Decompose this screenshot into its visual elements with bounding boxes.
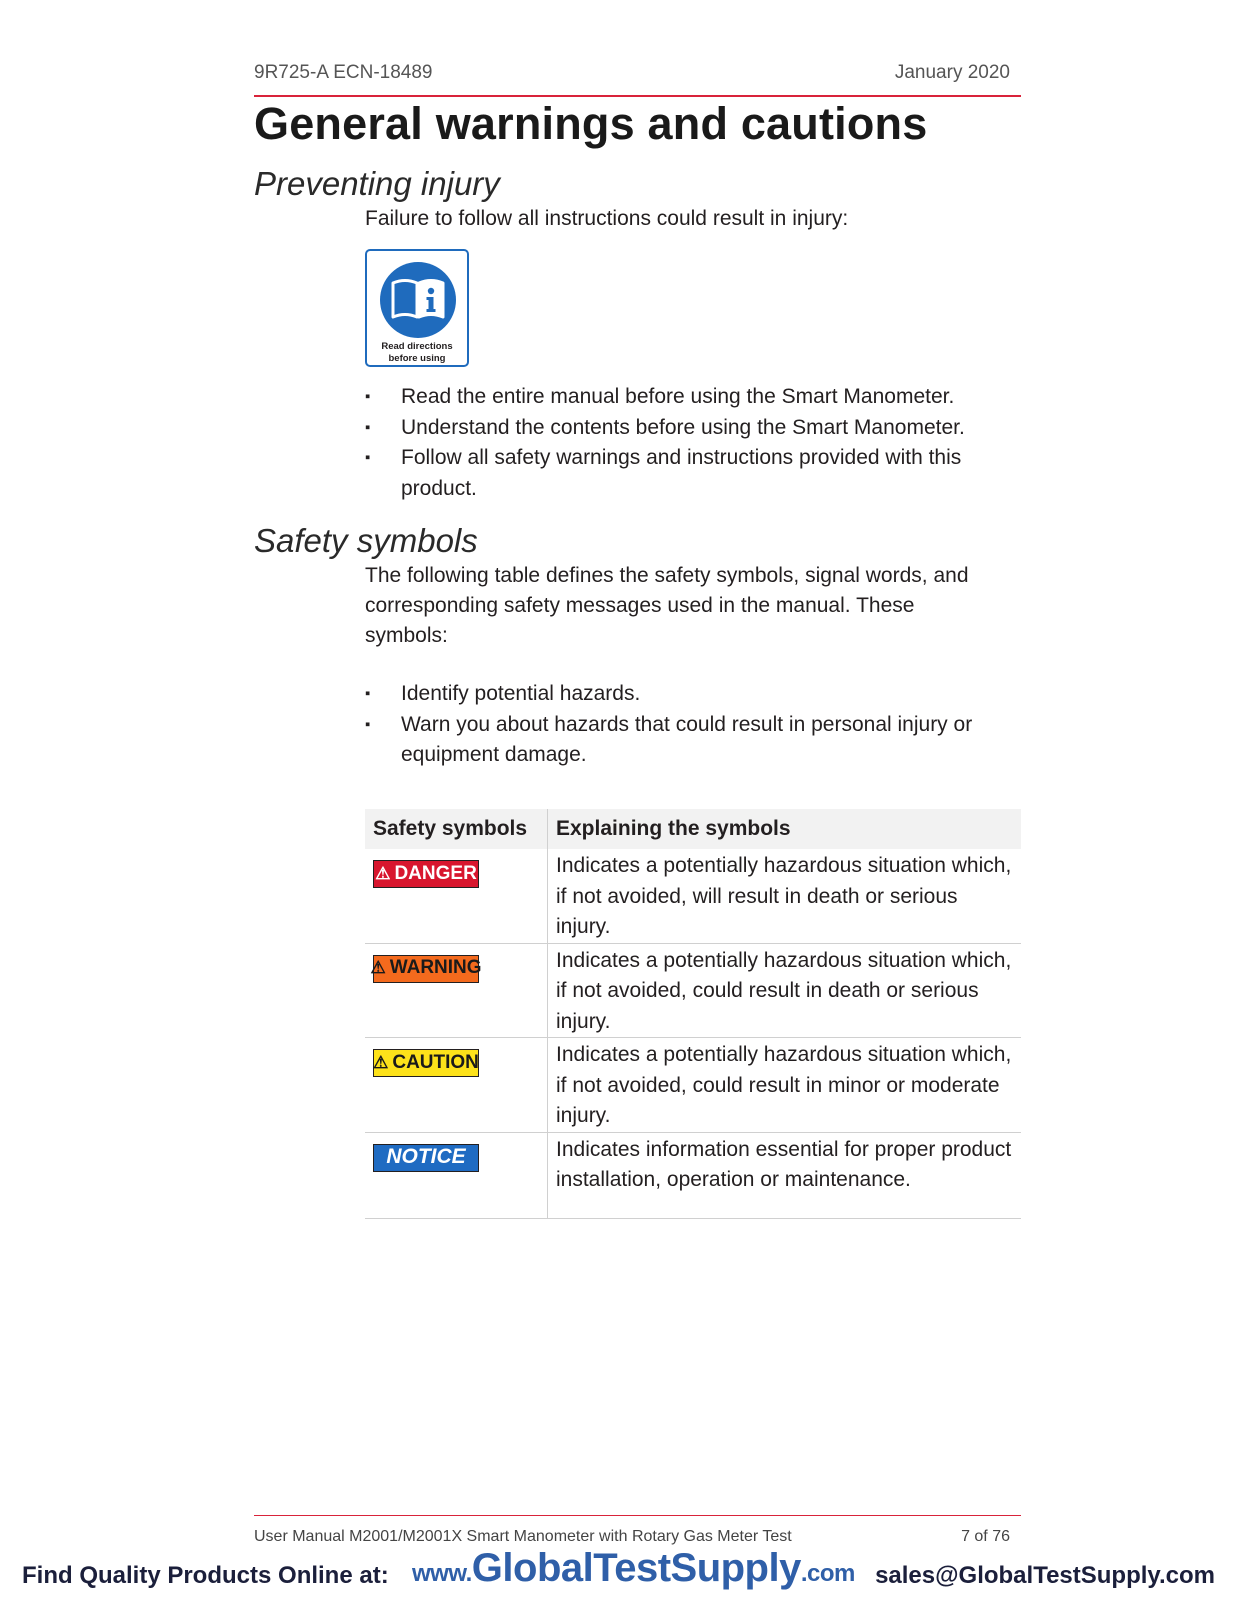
list-item: ▪ Read the entire manual before using the Smart Manometer. — [365, 382, 1020, 413]
caution-signal-badge: ⚠ CAUTION — [373, 1049, 479, 1077]
preventing-intro: Failure to follow all instructions could result in injury: — [365, 207, 849, 230]
notice-signal-badge: NOTICE — [373, 1144, 479, 1172]
table-row — [365, 1038, 1021, 1133]
safety-bullet-list — [365, 679, 1020, 771]
preventing-bullet-list — [365, 382, 1020, 504]
footer-page-number: 7 of 76 — [961, 1528, 1010, 1545]
footer-divider — [254, 1515, 1021, 1516]
sign-caption: Read directions before using — [381, 341, 453, 364]
warning-signal-badge: ⚠ WARNING — [373, 955, 479, 983]
safety-symbols-table — [365, 809, 1021, 1219]
section-heading-preventing-injury: Preventing injury — [254, 165, 500, 202]
list-item: ▪ Understand the contents before using the Smart Manometer. — [365, 413, 1020, 444]
list-item: ▪ Warn you about hazards that could result in personal injury or equipment damage. — [365, 710, 1020, 771]
symbol-cell — [365, 943, 548, 1038]
footer-manual-title: User Manual M2001/M2001X Smart Manometer with Rotary Gas Meter Test — [254, 1528, 792, 1545]
column-header-explanation: Explaining the symbols — [548, 809, 1022, 849]
table-row — [365, 849, 1021, 943]
symbol-cell — [365, 1132, 548, 1218]
header-divider — [254, 95, 1021, 97]
table-header-row — [365, 809, 1021, 849]
promo-website-link[interactable]: www.GlobalTestSupply.com — [412, 1546, 855, 1590]
section-heading-safety-symbols: Safety symbols — [254, 522, 478, 559]
warning-triangle-icon: ⚠ — [370, 958, 386, 978]
list-item: ▪ Follow all safety warnings and instructions provided with this product. — [365, 443, 1020, 504]
warning-triangle-icon: ⚠ — [373, 1052, 389, 1072]
explanation-cell: Indicates a potentially hazardous situation which, if not avoided, will result in death or serious injury. — [548, 849, 1022, 943]
explanation-cell: Indicates a potentially hazardous situation which, if not avoided, could result in minor or moderate injury. — [548, 1038, 1022, 1133]
safety-intro: The following table defines the safety symbols, signal words, and corresponding safety messages used in the manual. These symbols: — [365, 564, 969, 647]
column-header-symbols: Safety symbols — [365, 809, 548, 849]
document-date: January 2020 — [894, 62, 1010, 83]
manual-info-icon — [379, 261, 457, 339]
promo-tagline: Find Quality Products Online at: — [22, 1562, 389, 1589]
read-directions-sign — [365, 249, 469, 367]
danger-signal-badge: ⚠ DANGER — [373, 860, 479, 888]
warning-triangle-icon: ⚠ — [375, 863, 391, 883]
explanation-cell: Indicates a potentially hazardous situation which, if not avoided, could result in death or serious injury. — [548, 943, 1022, 1038]
list-item: ▪ Identify potential hazards. — [365, 679, 1020, 710]
promo-email-link[interactable]: sales@GlobalTestSupply.com — [875, 1562, 1215, 1589]
symbol-cell — [365, 1038, 548, 1133]
table-row — [365, 1132, 1021, 1218]
table-row — [365, 943, 1021, 1038]
page-title: General warnings and cautions — [254, 98, 928, 149]
document-id: 9R725-A ECN-18489 — [254, 62, 433, 83]
explanation-cell: Indicates information essential for proper product installation, operation or maintenance. — [548, 1132, 1022, 1218]
symbol-cell — [365, 849, 548, 943]
